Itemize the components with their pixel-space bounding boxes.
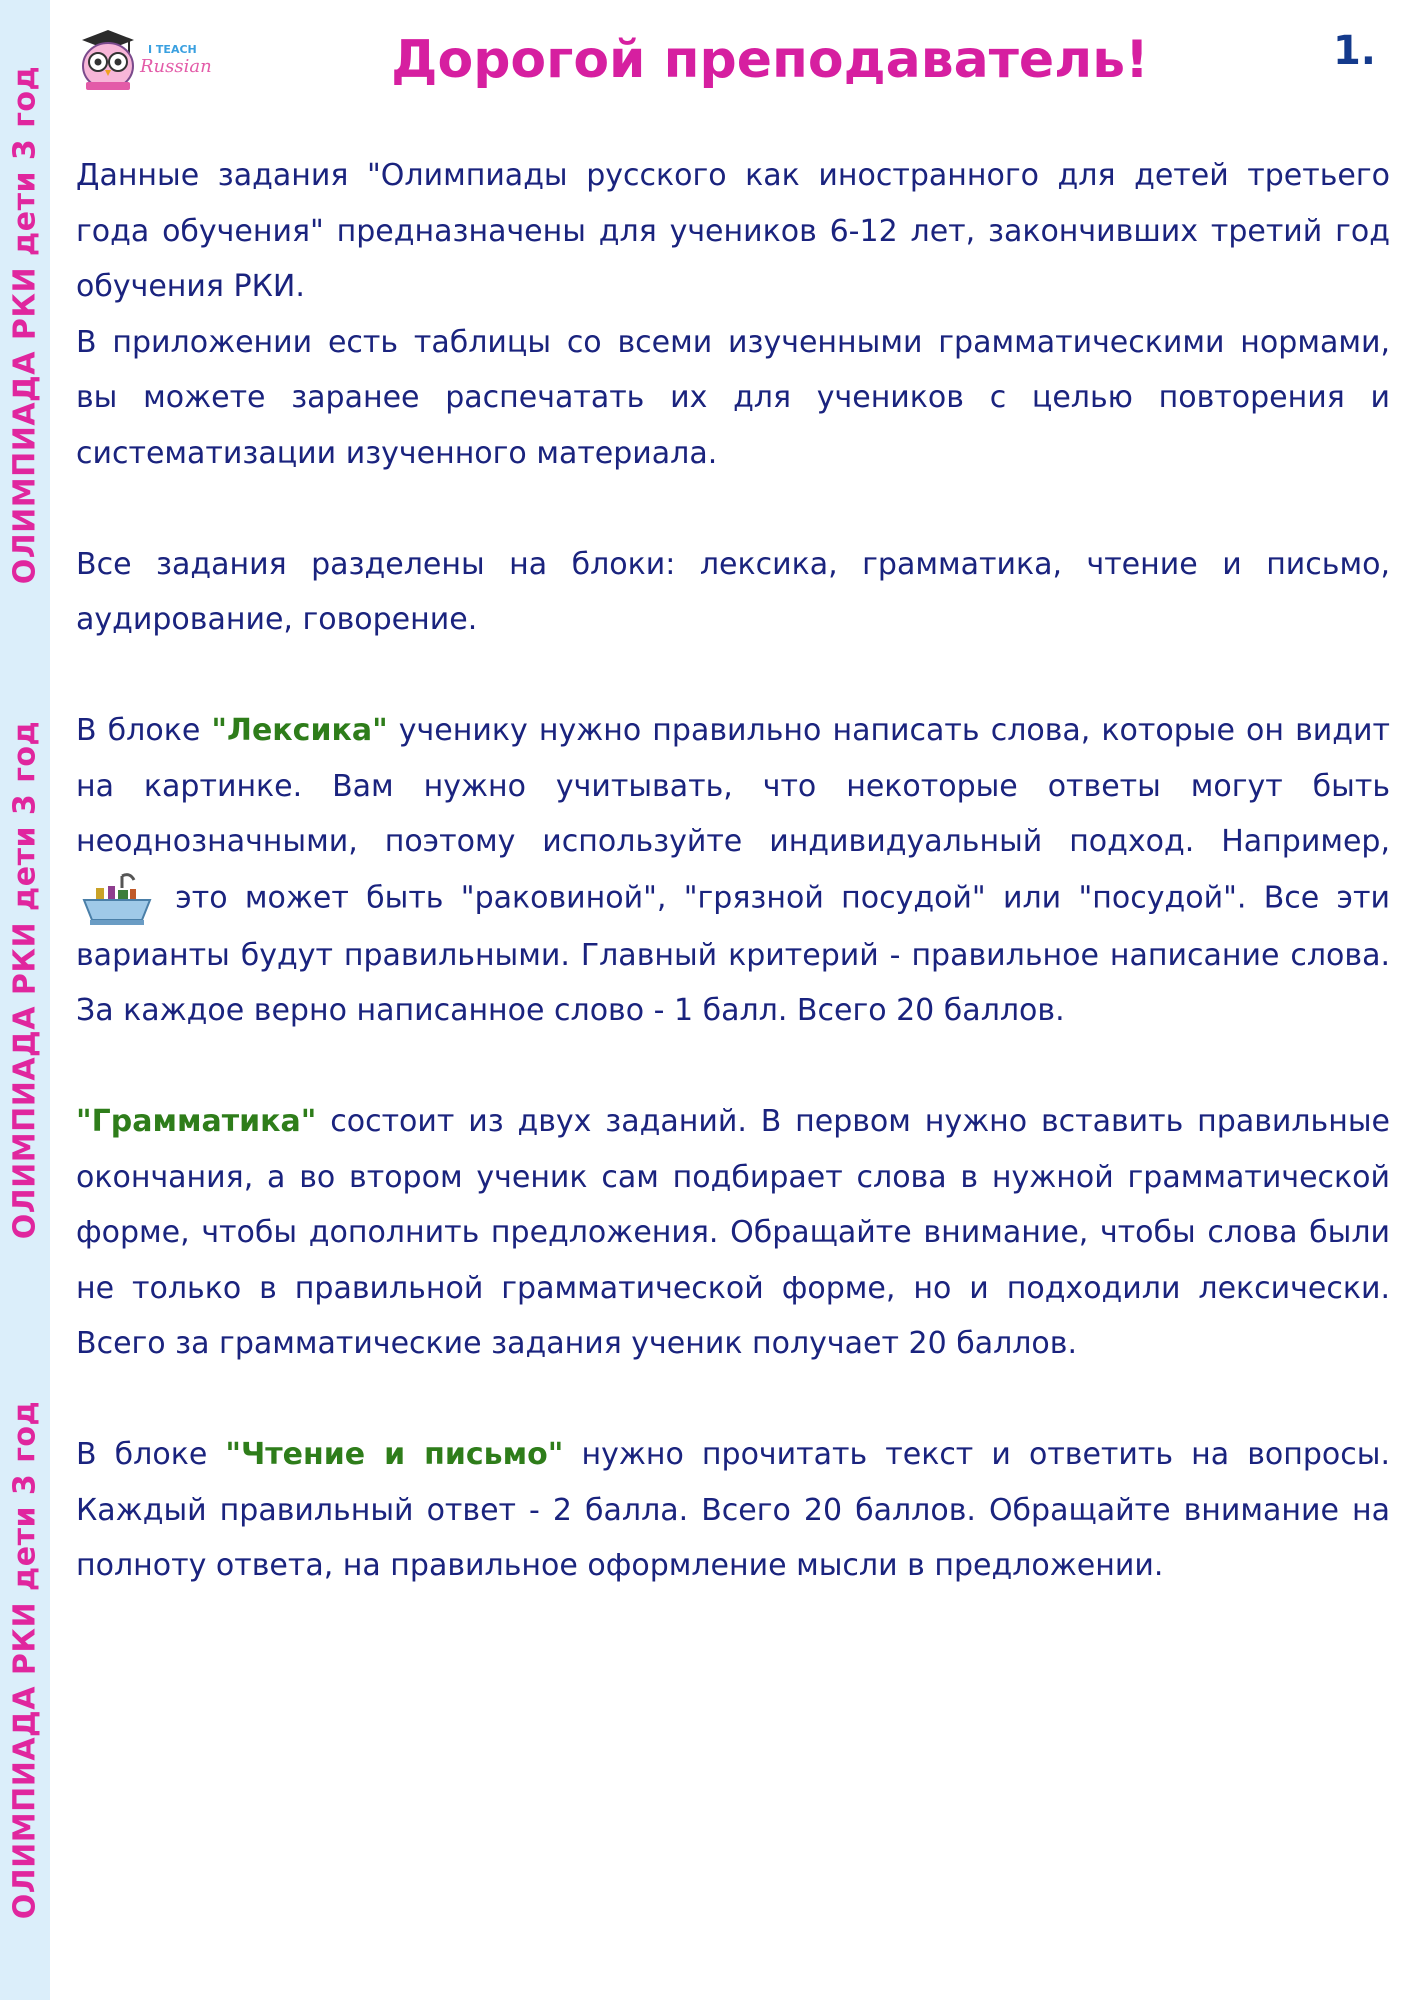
- sidebar-label-text: ОЛИМПИАДА РКИ дети 3 год: [7, 65, 43, 585]
- paragraph-reading: [76, 1427, 1390, 1594]
- logo-text-bottom: Russian: [140, 56, 212, 77]
- sidebar-label-text: ОЛИМПИАДА РКИ дети 3 год: [7, 720, 43, 1240]
- paragraph-appendix: В приложении есть таблицы со всеми изученными грамматическими нормами, вы можете заранее распечатать их для учеников с целью повторения и систематизации изученного материала.: [76, 324, 1390, 471]
- owl-logo-icon: [74, 26, 224, 94]
- text-fragment: В блоке: [76, 1437, 226, 1472]
- logo-text-top: I TEACH: [148, 43, 197, 56]
- highlight-reading: "Чтение и письмо": [225, 1437, 564, 1472]
- text-fragment: ученику нужно правильно написать слова, которые он видит на картинке. Вам нужно учитывать, что некоторые ответы могут быть неоднозначными, поэтому используйте индивидуальный подход. Например,: [76, 713, 1390, 859]
- sidebar-label-text: ОЛИМПИАДА РКИ дети 3 год: [7, 1400, 43, 1920]
- page-title: Дорогой преподаватель!: [391, 30, 1149, 90]
- paragraph-lexicon: [76, 703, 1390, 1039]
- text-fragment: нужно прочитать текст и ответить на вопросы. Каждый правильный ответ - 2 балла. Всего 20 баллов. Обращайте внимание на полноту ответа, на правильное оформление мысли в предложении.: [76, 1437, 1391, 1583]
- document-body: [76, 148, 1390, 1594]
- paragraph-blocks: Все задания разделены на блоки: лексика, грамматика, чтение и письмо, аудирование, говорение.: [76, 546, 1390, 637]
- text-fragment: это может быть "раковиной", "грязной посудой" или "посудой". Все эти варианты будут правильными. Главный критерий - правильное написание слова. За каждое верно написанное слово - 1 балл. Всего 20 баллов.: [76, 880, 1390, 1028]
- sink-with-dishes-icon: [82, 870, 152, 928]
- page-number: 1.: [1332, 28, 1376, 74]
- text-fragment: В блоке: [76, 713, 212, 748]
- highlight-grammar: "Грамматика": [76, 1104, 317, 1139]
- sidebar-strip: [0, 0, 50, 2000]
- highlight-lexicon: "Лексика": [211, 713, 388, 748]
- paragraph-intro: Данные задания "Олимпиады русского как иностранного для детей третьего года обучения" предназначены для учеников 6-12 лет, закончивших третий год обучения РКИ.: [76, 158, 1390, 304]
- text-fragment: состоит из двух заданий. В первом нужно вставить правильные окончания, а во втором ученик сам подбирает слова в нужной грамматической форме, чтобы дополнить предложения. Обращайте внимание, чтобы слова были не только в правильной грамматической форме, но и подходили лексически. Всего за грамматические задания ученик получает 20 баллов.: [76, 1104, 1390, 1361]
- paragraph-grammar: [76, 1094, 1390, 1372]
